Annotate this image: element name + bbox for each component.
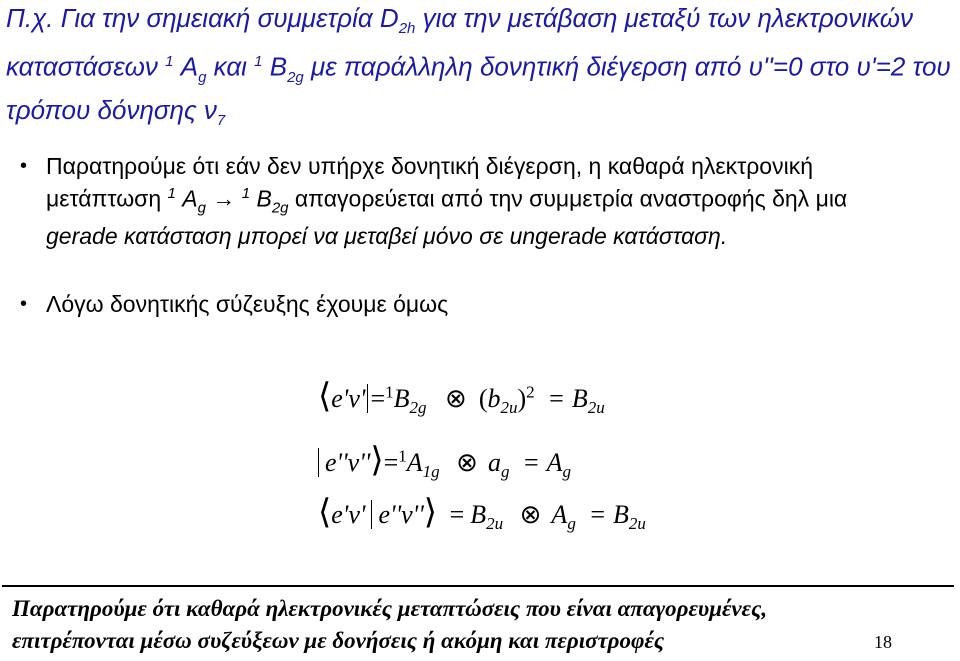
title-line-1: Π.χ. Για την σημειακή συμμετρία $D_{2h}$ για την μετάβαση μεταξύ των ηλεκτρονικών [6, 3, 913, 38]
bullet-icon: • [20, 293, 28, 315]
bullet-text-2: Λόγω δονητικής σύζευξης έχουμε όμως [46, 291, 449, 317]
bullet-item-2 [20, 290, 945, 320]
otimes-icon: ⊗ [519, 500, 542, 529]
conclusion-line-1: Παρατηρούμε ότι καθαρά ηλεκτρονικές μεταπτώσεις που είναι απαγορευμένες, [12, 596, 768, 621]
title-line-2: καταστάσεων $^1$ $A_g$ και $^1$ $B_{2g}$ με παράλληλη δονητική διέγερση από υ''=0 στο υ'=2 του [6, 51, 951, 87]
bullet-item-1 [20, 152, 945, 250]
otimes-icon: ⊗ [456, 448, 478, 477]
page-number: 18 [874, 632, 892, 652]
bullet-text-1: Παρατηρούμε ότι εάν δεν υπήρχε δονητική διέγερση, η καθαρά ηλεκτρονική μετάπτωση $^1$ $A_g \to ^1$ $B_{2g}$ απαγορεύεται από την συμμετρία αναστροφής δηλ μια gerade κατάσταση μπορεί να μεταβεί μόνο σε ungerade κατάσταση. [46, 153, 848, 250]
arrow-icon: → [212, 185, 236, 212]
conclusion-line-2: επιτρέπονται μέσω συζεύξεων με δονήσεις ή ακόμη και περιστροφές [12, 628, 665, 653]
slide-title [6, 2, 956, 137]
title-line-3: τρόπου δόνησης $\nu_7$ [6, 95, 226, 130]
bullet-icon: • [20, 155, 28, 177]
equation-1: ⟨e'v' $=^1B_{2g}$ ⊗ $(b_{2u})^2 = B_{2u}$ [318, 376, 605, 418]
equation-2: $e''v''⟩=^1A_{1g}$ ⊗ $a_g = A_g$ [318, 440, 571, 482]
otimes-icon: ⊗ [445, 384, 467, 413]
equation-3: ⟨e'v' e''v''⟩ = $B_{2u}$ ⊗ $A_g = B_{2u}$ [318, 492, 646, 534]
